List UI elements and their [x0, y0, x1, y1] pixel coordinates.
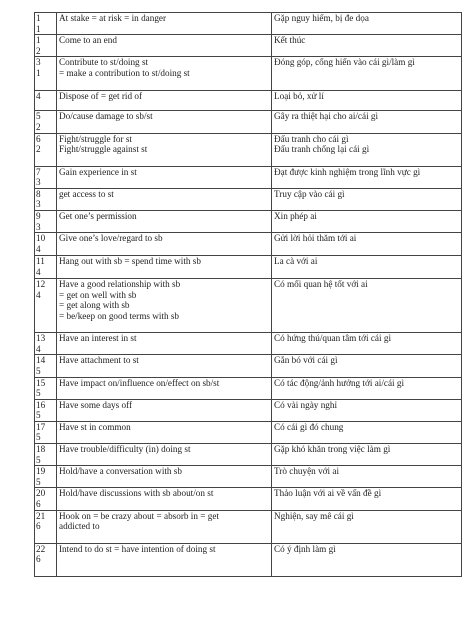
- vietnamese-meaning-line: Gắn bó với cái gì: [274, 355, 338, 366]
- english-phrase-cell: [57, 399, 272, 421]
- vietnamese-meaning-line: Gặp nguy hiểm, bị đe dọa: [274, 13, 369, 23]
- english-phrase-line: Have some days off: [59, 399, 133, 410]
- table-row: [35, 57, 462, 91]
- table-row: [35, 13, 462, 35]
- english-phrase-line: = make a contribution to st/doing st: [59, 67, 190, 78]
- table-row: [35, 133, 462, 166]
- row-number-line: 6: [36, 554, 41, 565]
- row-number-line: 5: [36, 476, 41, 487]
- row-number-line: 16: [36, 399, 46, 410]
- row-number-cell: [35, 133, 57, 166]
- vietnamese-meaning-cell: [272, 57, 462, 91]
- english-phrase-cell: [57, 57, 272, 91]
- vietnamese-meaning-line: Loại bỏ, xử lí: [274, 91, 324, 102]
- row-number-cell: [35, 333, 57, 355]
- vietnamese-meaning-cell: [272, 466, 462, 488]
- english-phrase-cell: [57, 421, 272, 443]
- vietnamese-meaning-cell: [272, 377, 462, 399]
- vietnamese-meaning-line: La cà với ai: [274, 256, 318, 267]
- table-row: [35, 256, 462, 279]
- row-number-line: 4: [36, 91, 41, 102]
- vietnamese-meaning-cell: [272, 256, 462, 279]
- vietnamese-meaning-cell: [272, 233, 462, 256]
- row-number-line: 1: [36, 23, 41, 34]
- english-phrase-cell: [57, 13, 272, 35]
- english-phrase-line: At stake = at risk = in danger: [59, 13, 167, 23]
- table-row: [35, 488, 462, 510]
- row-number-line: 5: [36, 365, 41, 376]
- english-phrase-cell: [57, 111, 272, 133]
- row-number-line: 5: [36, 410, 41, 421]
- english-phrase-cell: [57, 233, 272, 256]
- row-number-line: 12: [36, 279, 46, 290]
- vietnamese-meaning-cell: [272, 421, 462, 443]
- table-row: [35, 355, 462, 377]
- vietnamese-meaning-line: Đấu tranh chống lại cái gì: [274, 144, 370, 155]
- english-phrase-line: Have st in common: [59, 421, 131, 432]
- row-number-cell: [35, 466, 57, 488]
- table-row: [35, 543, 462, 576]
- english-phrase-line: Have attachment to st: [59, 355, 139, 366]
- row-number-cell: [35, 188, 57, 210]
- row-number-line: 2: [36, 45, 41, 56]
- vietnamese-meaning-cell: [272, 355, 462, 377]
- row-number-cell: [35, 510, 57, 543]
- vietnamese-meaning-line: Có ý định làm gì: [274, 543, 336, 554]
- vietnamese-meaning-line: Có vài ngày nghỉ: [274, 399, 338, 410]
- row-number-line: 15: [36, 377, 46, 388]
- vietnamese-meaning-line: Gặp khó khăn trong việc làm gì: [274, 444, 391, 455]
- row-number-line: 1: [36, 13, 41, 23]
- row-number-line: 1: [36, 35, 41, 46]
- row-number-line: 4: [36, 243, 41, 254]
- row-number-line: 22: [36, 543, 46, 554]
- english-phrase-cell: [57, 91, 272, 111]
- table-row: [35, 35, 462, 57]
- english-phrase-line: Contribute to st/doing st: [59, 57, 149, 68]
- english-phrase-line: Have impact on/influence on/effect on sb/st: [59, 377, 220, 388]
- row-number-cell: [35, 279, 57, 333]
- vietnamese-meaning-cell: [272, 210, 462, 232]
- row-number-line: 4: [36, 343, 41, 354]
- english-phrase-line: Intend to do st = have intention of doing st: [59, 543, 216, 554]
- row-number-line: 2: [36, 121, 41, 132]
- row-number-line: 3: [36, 221, 41, 232]
- vietnamese-meaning-line: Thảo luận với ai về vấn đề gì: [274, 488, 382, 499]
- table-row: [35, 111, 462, 133]
- row-number-line: 5: [36, 111, 41, 122]
- row-number-line: 3: [36, 57, 41, 68]
- vietnamese-meaning-line: Kết thúc: [274, 35, 306, 46]
- vietnamese-meaning-line: Có tác động/ảnh hưởng tới ai/cái gì: [274, 377, 405, 388]
- vietnamese-meaning-cell: [272, 166, 462, 188]
- vocabulary-table: [34, 12, 462, 577]
- english-phrase-line: Hang out with sb = spend time with sb: [59, 256, 201, 267]
- row-number-cell: [35, 444, 57, 466]
- english-phrase-line: Have trouble/difficulty (in) doing st: [59, 444, 191, 455]
- english-phrase-line: get access to st: [59, 188, 114, 199]
- vietnamese-meaning-cell: [272, 279, 462, 333]
- row-number-cell: [35, 57, 57, 91]
- english-phrase-cell: [57, 210, 272, 232]
- english-phrase-line: Fight/struggle against st: [59, 144, 148, 155]
- row-number-line: 13: [36, 333, 46, 344]
- row-number-line: 5: [36, 454, 41, 465]
- row-number-cell: [35, 488, 57, 510]
- english-phrase-line: Fight/struggle for st: [59, 133, 132, 144]
- english-phrase-line: Get one’s permission: [59, 210, 137, 221]
- vietnamese-meaning-line: Gửi lời hỏi thăm tới ai: [274, 233, 357, 244]
- row-number-cell: [35, 421, 57, 443]
- row-number-line: 10: [36, 233, 46, 244]
- row-number-cell: [35, 111, 57, 133]
- row-number-line: 8: [36, 188, 41, 199]
- vietnamese-meaning-cell: [272, 91, 462, 111]
- table-row: [35, 444, 462, 466]
- english-phrase-line: addicted to: [59, 521, 100, 532]
- row-number-line: 17: [36, 421, 46, 432]
- vietnamese-meaning-cell: [272, 333, 462, 355]
- table-row: [35, 210, 462, 232]
- table-row: [35, 377, 462, 399]
- vietnamese-meaning-cell: [272, 543, 462, 576]
- row-number-cell: [35, 399, 57, 421]
- english-phrase-cell: [57, 188, 272, 210]
- english-phrase-cell: [57, 166, 272, 188]
- row-number-line: 5: [36, 432, 41, 443]
- english-phrase-line: = get along with sb: [59, 300, 130, 311]
- row-number-cell: [35, 210, 57, 232]
- row-number-cell: [35, 166, 57, 188]
- vietnamese-meaning-cell: [272, 13, 462, 35]
- english-phrase-line: Come to an end: [59, 35, 117, 46]
- row-number-line: 20: [36, 488, 46, 499]
- table-body: [35, 13, 462, 577]
- english-phrase-line: Hook on = be crazy about = absorb in = get: [59, 510, 219, 521]
- english-phrase-cell: [57, 256, 272, 279]
- row-number-line: 6: [36, 521, 41, 532]
- vietnamese-meaning-line: Nghiện, say mê cái gì: [274, 510, 354, 521]
- table-row: [35, 188, 462, 210]
- row-number-cell: [35, 543, 57, 576]
- row-number-line: 6: [36, 133, 41, 144]
- table-row: [35, 91, 462, 111]
- table-row: [35, 466, 462, 488]
- vietnamese-meaning-line: Có hứng thú/quan tâm tới cái gì: [274, 333, 392, 344]
- vietnamese-meaning-line: Đóng góp, cống hiến vào cái gì/làm gì: [274, 57, 415, 68]
- english-phrase-line: Hold/have a conversation with sb: [59, 466, 182, 477]
- vietnamese-meaning-cell: [272, 111, 462, 133]
- row-number-line: 18: [36, 444, 46, 455]
- english-phrase-cell: [57, 488, 272, 510]
- english-phrase-cell: [57, 543, 272, 576]
- row-number-cell: [35, 377, 57, 399]
- english-phrase-line: Hold/have discussions with sb about/on st: [59, 488, 214, 499]
- row-number-cell: [35, 91, 57, 111]
- table-row: [35, 421, 462, 443]
- row-number-line: 2: [36, 144, 41, 155]
- row-number-cell: [35, 35, 57, 57]
- english-phrase-cell: [57, 355, 272, 377]
- english-phrase-line: Dispose of = get rid of: [59, 91, 143, 102]
- english-phrase-cell: [57, 510, 272, 543]
- row-number-line: 14: [36, 355, 46, 366]
- english-phrase-line: Do/cause damage to sb/st: [59, 111, 153, 122]
- english-phrase-cell: [57, 377, 272, 399]
- vietnamese-meaning-line: Đạt được kinh nghiệm trong lĩnh vực gì: [274, 166, 421, 177]
- vietnamese-meaning-line: Truy cập vào cái gì: [274, 188, 345, 199]
- row-number-cell: [35, 13, 57, 35]
- row-number-line: 4: [36, 289, 41, 300]
- table-row: [35, 233, 462, 256]
- row-number-line: 3: [36, 199, 41, 210]
- row-number-line: 1: [36, 67, 41, 78]
- table-row: [35, 510, 462, 543]
- row-number-line: 4: [36, 266, 41, 277]
- vietnamese-meaning-cell: [272, 188, 462, 210]
- row-number-line: 7: [36, 166, 41, 177]
- english-phrase-line: Gain experience in st: [59, 166, 137, 177]
- english-phrase-cell: [57, 133, 272, 166]
- english-phrase-line: Have a good relationship with sb: [59, 279, 181, 290]
- vietnamese-meaning-cell: [272, 35, 462, 57]
- vietnamese-meaning-cell: [272, 399, 462, 421]
- english-phrase-cell: [57, 279, 272, 333]
- table-row: [35, 399, 462, 421]
- english-phrase-line: = be/keep on good terms with sb: [59, 310, 180, 321]
- english-phrase-cell: [57, 444, 272, 466]
- vietnamese-meaning-line: Trò chuyện với ai: [274, 466, 339, 477]
- table-row: [35, 166, 462, 188]
- vietnamese-meaning-line: Có mối quan hệ tốt với ai: [274, 279, 368, 290]
- table-row: [35, 279, 462, 333]
- row-number-line: 3: [36, 177, 41, 188]
- english-phrase-line: Have an interest in st: [59, 333, 137, 344]
- vietnamese-meaning-cell: [272, 444, 462, 466]
- row-number-cell: [35, 355, 57, 377]
- english-phrase-cell: [57, 35, 272, 57]
- vietnamese-meaning-cell: [272, 488, 462, 510]
- row-number-line: 5: [36, 388, 41, 399]
- row-number-line: 6: [36, 499, 41, 510]
- row-number-line: 19: [36, 466, 46, 477]
- vietnamese-meaning-line: Gây ra thiệt hại cho ai/cái gì: [274, 111, 379, 122]
- vietnamese-meaning-line: Đấu tranh cho cái gì: [274, 133, 349, 144]
- vietnamese-meaning-line: Xin phép ai: [274, 210, 317, 221]
- table-row: [35, 333, 462, 355]
- vietnamese-meaning-cell: [272, 510, 462, 543]
- english-phrase-cell: [57, 466, 272, 488]
- english-phrase-cell: [57, 333, 272, 355]
- row-number-line: 11: [36, 256, 45, 267]
- english-phrase-line: = get on well with sb: [59, 289, 137, 300]
- english-phrase-line: Give one’s love/regard to sb: [59, 233, 163, 244]
- vietnamese-meaning-cell: [272, 133, 462, 166]
- row-number-line: 9: [36, 210, 41, 221]
- row-number-cell: [35, 256, 57, 279]
- vietnamese-meaning-line: Có cái gì đó chung: [274, 421, 344, 432]
- vocabulary-document: [34, 12, 457, 577]
- row-number-line: 21: [36, 510, 46, 521]
- row-number-cell: [35, 233, 57, 256]
